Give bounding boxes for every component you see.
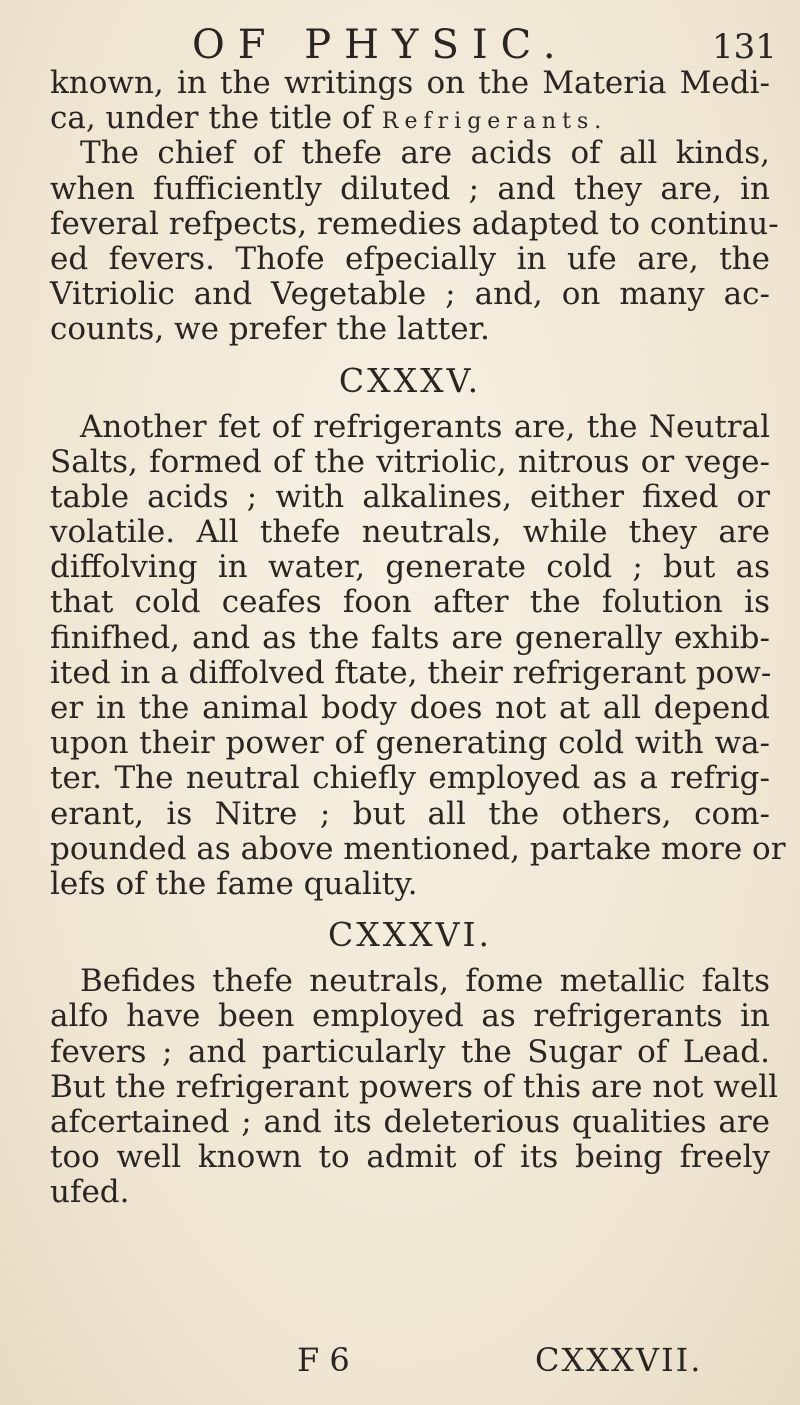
text-line: upon their power of generating cold with wa-: [50, 725, 770, 762]
signature-mark: F 6: [297, 1341, 350, 1379]
text-line: ed fevers. Thofe efpecially in ufe are, the: [50, 240, 770, 277]
text-line: when fufficiently diluted ; and they are, in: [50, 170, 770, 207]
paragraph-cxxxv: [50, 408, 786, 903]
text-line: pounded as above mentioned, partake more or: [50, 830, 786, 867]
text-line: [50, 101, 770, 136]
text-line: lefs of the fame quality.: [50, 865, 418, 902]
running-title: OF PHYSIC.: [192, 22, 569, 68]
text-line: known, in the writings on the Materia Medi-: [50, 65, 770, 101]
text-line: But the refrigerant powers of this are not well: [50, 1068, 779, 1105]
running-head: [0, 22, 800, 68]
text-line: ter. The neutral chiefly employed as a refrig-: [50, 760, 770, 797]
text-fragment: ca, under the title of: [50, 100, 373, 137]
text-line: er in the animal body does not at all depend: [50, 690, 770, 726]
small-caps-term: Refrigerants.: [381, 109, 608, 135]
text-line: volatile. All thefe neutrals, while they are: [50, 514, 770, 551]
text-line: Another fet of refrigerants are, the Neutral: [80, 408, 770, 445]
text-line: The chief of thefe are acids of all kinds,: [80, 135, 770, 172]
text-line: Salts, formed of the vitriolic, nitrous or vege-: [50, 443, 770, 480]
text-line: ited in a diffolved ftate, their refrigerant pow-: [50, 654, 772, 691]
text-line: finifhed, and as the falts are generally exhib-: [50, 619, 770, 656]
text-line: alfo have been employed as refrigerants in: [50, 998, 770, 1035]
body-text: [50, 65, 786, 1211]
text-line: counts, we prefer the latter.: [50, 311, 490, 348]
text-line: table acids ; with alkalines, either fixed or: [50, 478, 770, 515]
text-line: Vitriolic and Vegetable ; and, on many ac-: [50, 276, 770, 313]
paragraph-cxxxvi: [50, 963, 779, 1211]
catchword: CXXXVII.: [535, 1341, 703, 1379]
text-line: erant, is Nitre ; but all the others, com-: [50, 795, 770, 832]
page-number: 131: [712, 27, 777, 67]
text-line: feveral refpects, remedies adapted to continu-: [50, 205, 779, 242]
text-line: diffolving in water, generate cold ; but as: [50, 549, 770, 586]
text-line: too well known to admit of its being freely: [50, 1139, 770, 1176]
text-line: afcertained ; and its deleterious qualities are: [50, 1103, 770, 1140]
paragraph-intro: [50, 65, 779, 348]
section-heading: CXXXVI.: [327, 915, 493, 955]
text-line: Befides thefe neutrals, fome metallic falts: [80, 963, 770, 1000]
text-line: ufed.: [50, 1174, 130, 1211]
text-line: that cold ceafes foon after the folution is: [50, 584, 770, 621]
text-line: fevers ; and particularly the Sugar of Lead.: [50, 1033, 770, 1070]
page-footer: [0, 1340, 800, 1380]
section-heading: CXXXV.: [338, 360, 482, 400]
